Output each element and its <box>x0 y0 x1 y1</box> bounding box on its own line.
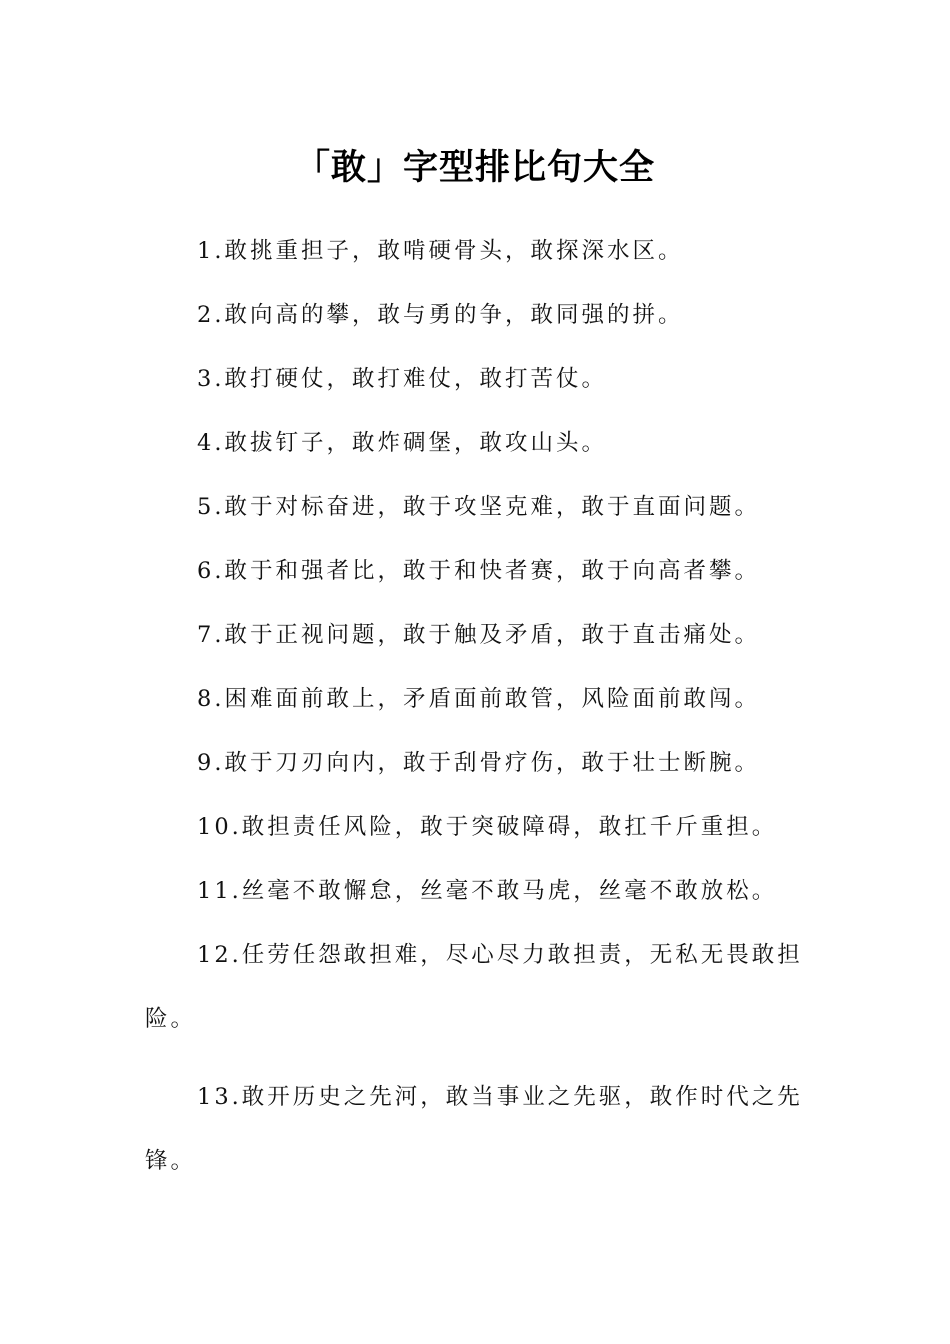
list-item: 10.敢担责任风险，敢于突破障碍，敢扛千斤重担。 <box>197 814 778 840</box>
list-item: 13.敢开历史之先河，敢当事业之先驱，敢作时代之先锋。 <box>145 1084 803 1174</box>
list-item: 5.敢于对标奋进，敢于攻坚克难，敢于直面问题。 <box>197 494 760 520</box>
page-title: 「敢」字型排比句大全 <box>294 148 655 188</box>
list-item: 12.任劳任怨敢担难，尽心尽力敢担责，无私无畏敢担险。 <box>145 942 803 1032</box>
list-item: 4.敢拔钉子，敢炸碉堡，敢攻山头。 <box>197 430 607 456</box>
list-item: 3.敢打硬仗，敢打难仗，敢打苦仗。 <box>197 366 607 392</box>
list-item: 7.敢于正视问题，敢于触及矛盾，敢于直击痛处。 <box>197 622 760 648</box>
list-item: 11.丝毫不敢懈怠，丝毫不敢马虎，丝毫不敢放松。 <box>197 878 778 904</box>
list-item: 1.敢挑重担子，敢啃硬骨头，敢探深水区。 <box>197 238 684 264</box>
list-item: 9.敢于刀刃向内，敢于刮骨疗伤，敢于壮士断腕。 <box>197 750 760 776</box>
list-item: 6.敢于和强者比，敢于和快者赛，敢于向高者攀。 <box>197 558 760 584</box>
list-item: 2.敢向高的攀，敢与勇的争，敢同强的拼。 <box>197 302 684 328</box>
list-item: 8.困难面前敢上，矛盾面前敢管，风险面前敢闯。 <box>197 686 760 712</box>
